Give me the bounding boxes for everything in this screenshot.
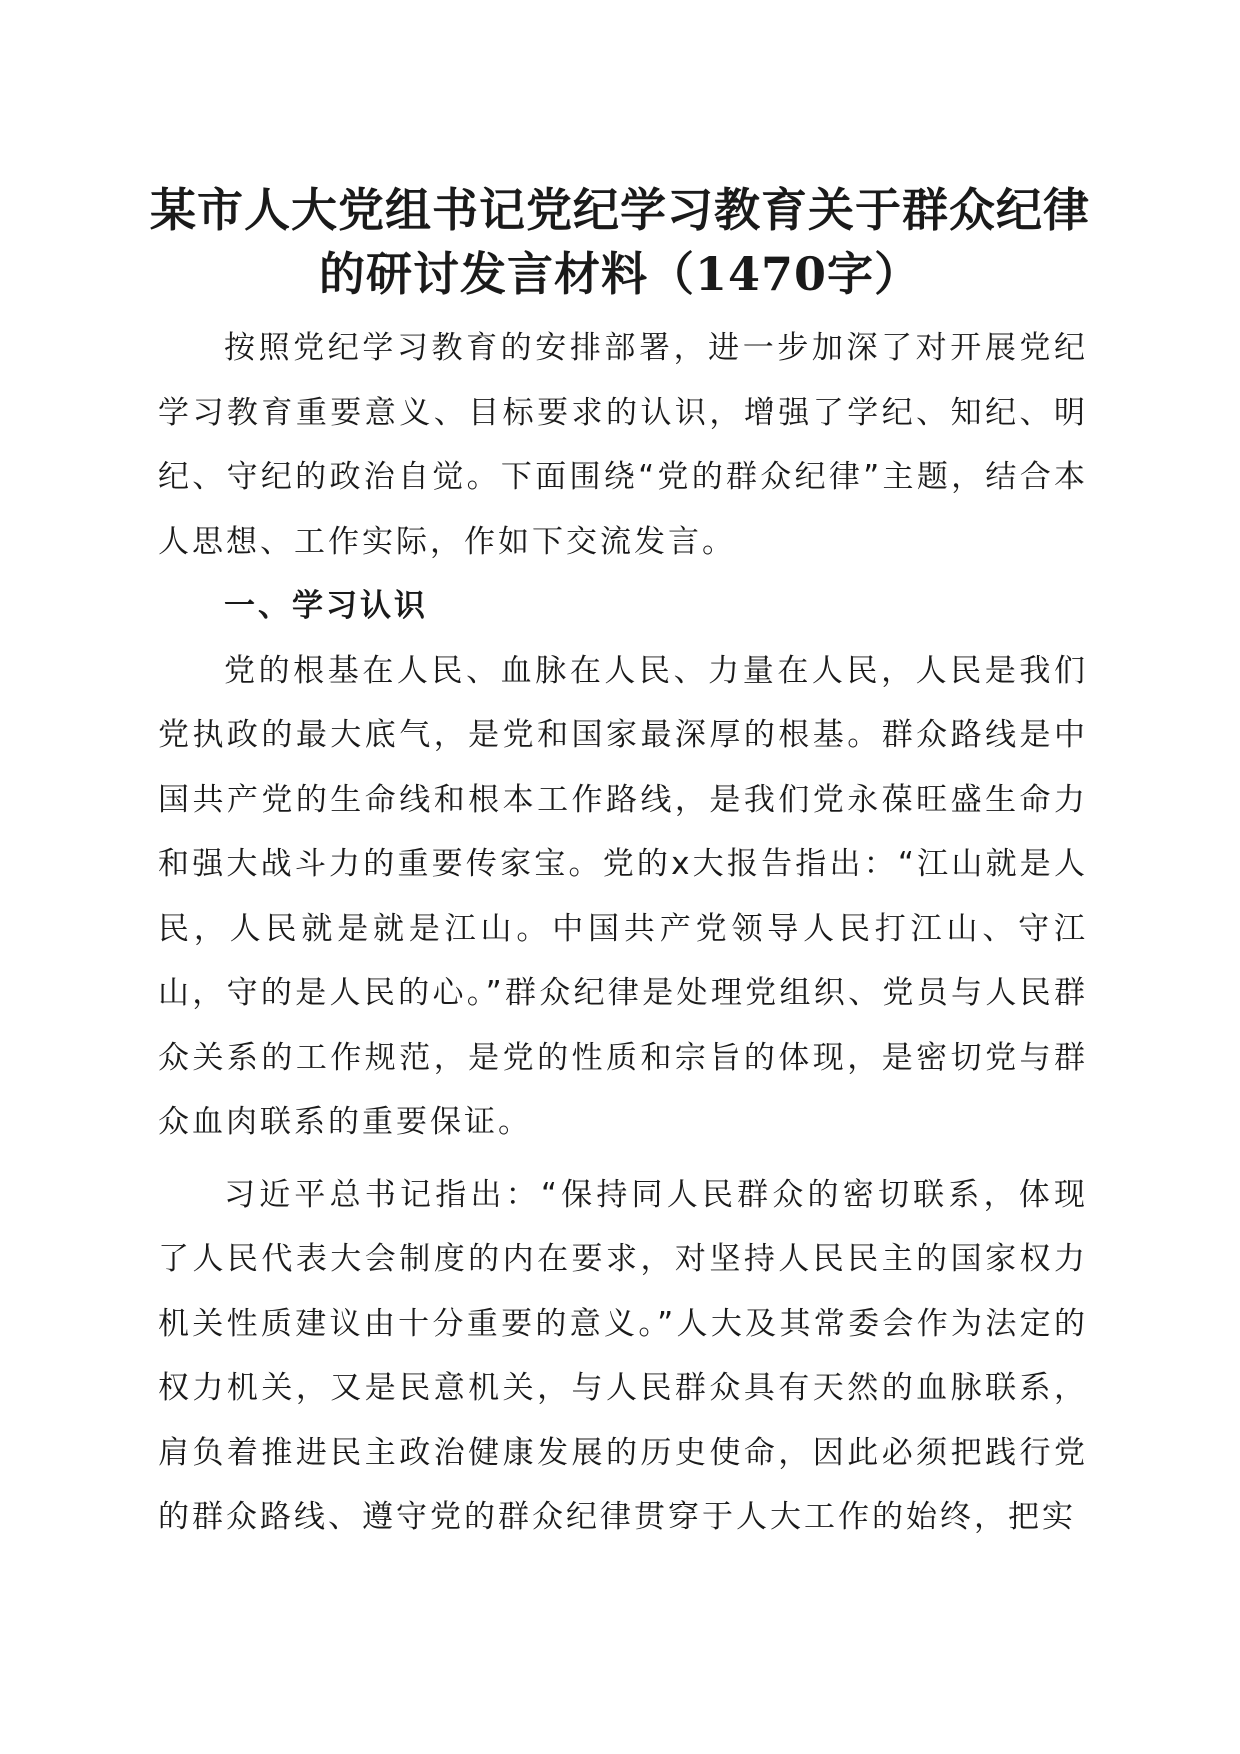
body-paragraph: 习近平总书记指出：“保持同人民群众的密切联系，体现了人民代表大会制度的内在要求，对坚持人民民主的国家权力机关性质建议由十分重要的意义。”人大及其常委会作为法定的权力机关，又是民意机关，与人民群众具有天然的血脉联系，肩负着推进民主政治健康发展的历史使命，因此必须把践行党的群众路线、遵守党的群众纪律贯穿于人大工作的始终，把实 — [158, 1176, 1088, 1535]
body-paragraph: 党的根基在人民、血脉在人民、力量在人民，人民是我们党执政的最大底气，是党和国家最深厚的根基。群众路线是中国共产党的生命线和根本工作路线，是我们党永葆旺盛生命力和强大战斗力的重要传家宝。党的x大报告指出：“江山就是人民，人民就是就是江山。中国共产党领导人民打江山、守江山，守的是人民的心。”群众纪律是处理党组织、党员与人民群众关系的工作规范，是党的性质和宗旨的体现，是密切党与群众血肉联系的重要保证。 — [158, 652, 1088, 1140]
title-line-2: 的研讨发言材料（1470字） — [318, 247, 922, 301]
section-heading: 一、学习认识 — [224, 588, 428, 624]
title-line-1: 某市人大党组书记党纪学习教育关于群众纪律 — [150, 183, 1090, 237]
paragraph-gap — [158, 1155, 1088, 1163]
intro-paragraph: 按照党纪学习教育的安排部署，进一步加深了对开展党纪学习教育重要意义、目标要求的认识，增强了学纪、知纪、明纪、守纪的政治自觉。下面围绕“党的群众纪律”主题，结合本人思想、工作实际，作如下交流发言。 — [158, 330, 1088, 560]
document-body — [158, 316, 1088, 1550]
document-title — [130, 178, 1110, 306]
